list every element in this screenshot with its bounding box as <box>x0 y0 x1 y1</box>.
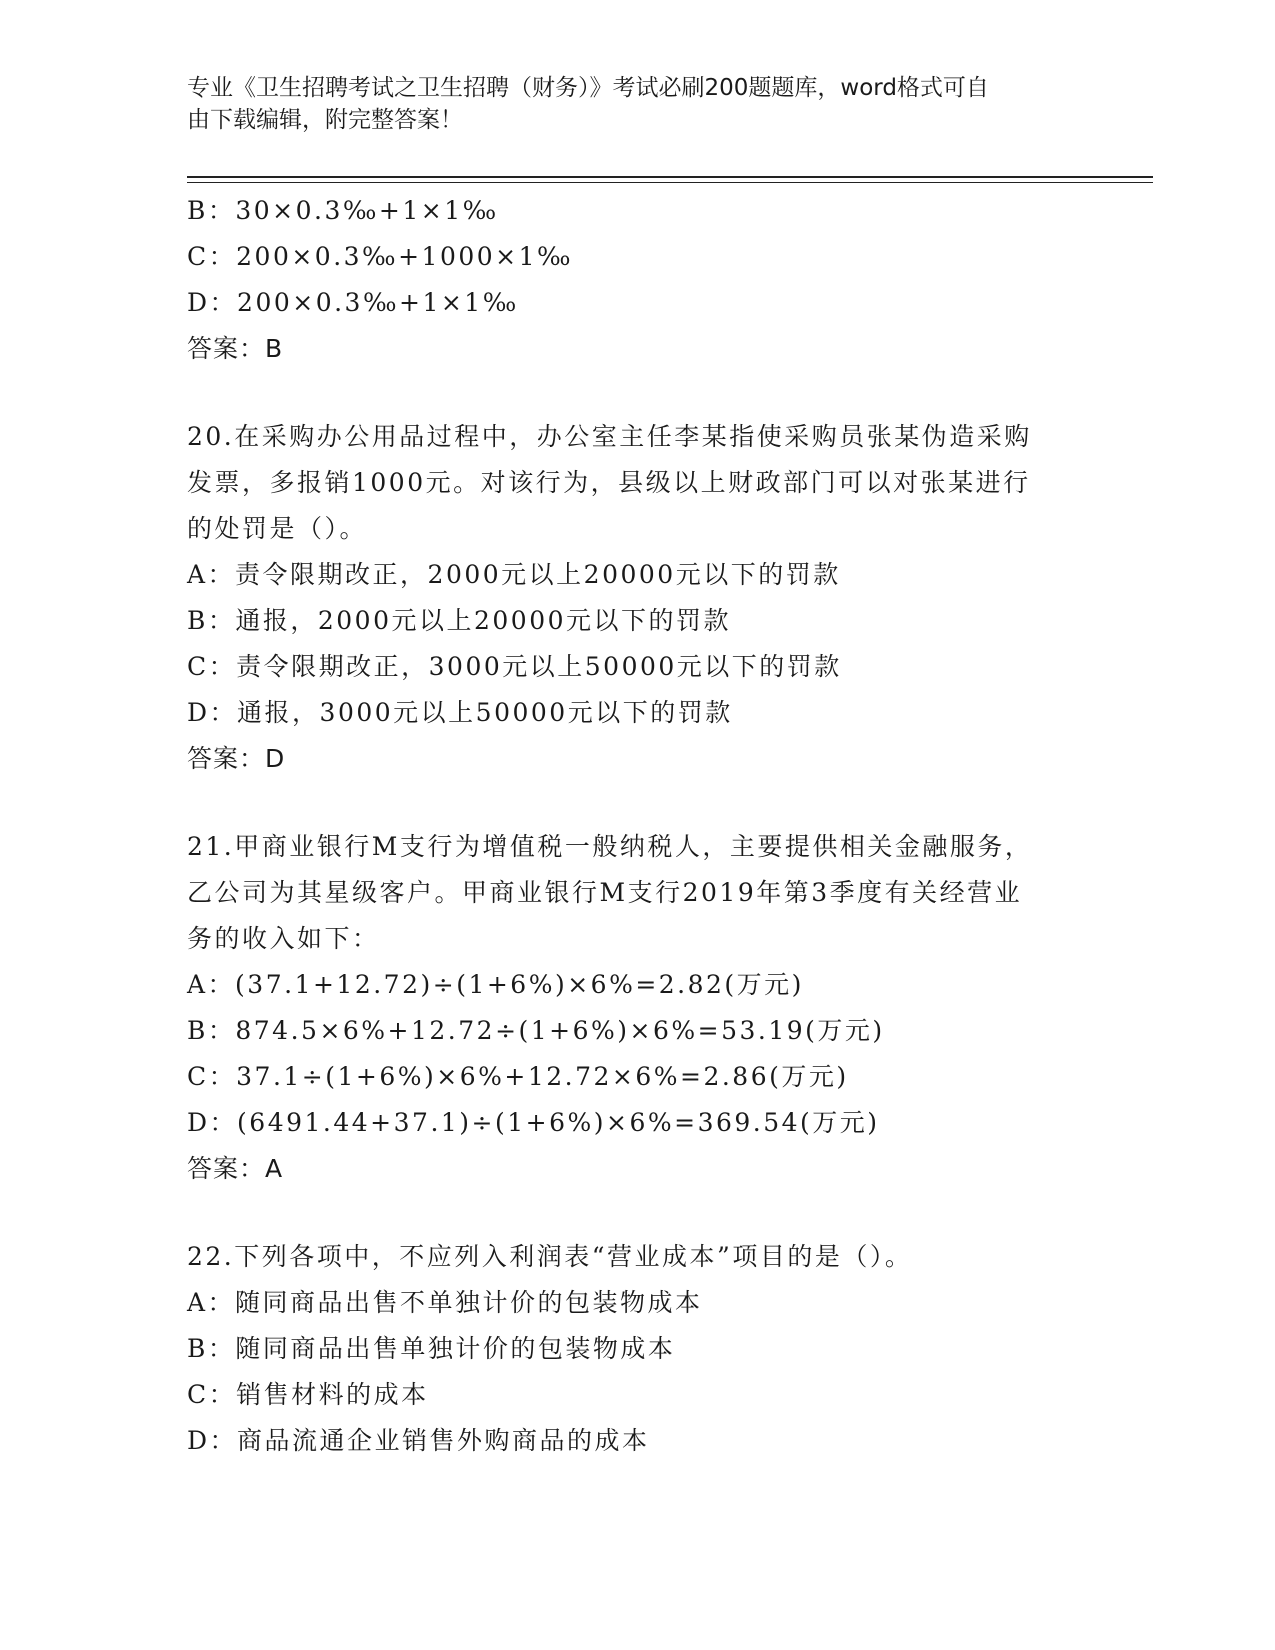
option-b: B：通报，2000元以上20000元以下的罚款 <box>187 606 732 635</box>
question-stem-line: 发票，多报销1000元。对该行为，县级以上财政部门可以对张某进行 <box>187 468 1031 497</box>
option-b: B：30×0.3‰+1×1‰ <box>187 196 499 225</box>
option-c: C：200×0.3‰+1000×1‰ <box>187 242 574 271</box>
question-stem-line: 务的收入如下： <box>187 924 380 953</box>
question-stem-line: 21.甲商业银行M支行为增值税一般纳税人，主要提供相关金融服务， <box>187 832 1033 861</box>
question-21 <box>187 824 1087 1192</box>
option-c: C：销售材料的成本 <box>187 1380 429 1409</box>
option-c: C：37.1÷(1+6%)×6%+12.72×6%=2.86(万元) <box>187 1062 849 1091</box>
header-title-line-2: 由下载编辑，附完整答案！ <box>187 107 463 133</box>
option-d: D：(6491.44+37.1)÷(1+6%)×6%=369.54(万元) <box>187 1108 880 1137</box>
question-stem-line: 20.在采购办公用品过程中，办公室主任李某指使采购员张某伪造采购 <box>187 422 1032 451</box>
option-c: C：责令限期改正，3000元以上50000元以下的罚款 <box>187 652 842 681</box>
header-divider-thick <box>187 176 1153 178</box>
answer-line: 答案：A <box>187 1154 284 1183</box>
header-title-line-1: 专业《卫生招聘考试之卫生招聘（财务）》考试必刷200题题库，word格式可自 <box>187 75 989 101</box>
option-b: B：随同商品出售单独计价的包装物成本 <box>187 1334 676 1363</box>
option-a: A：责令限期改正，2000元以上20000元以下的罚款 <box>187 560 841 589</box>
option-d: D：200×0.3‰+1×1‰ <box>187 288 519 317</box>
question-stem-line: 的处罚是（）。 <box>187 514 368 543</box>
option-a: A：随同商品出售不单独计价的包装物成本 <box>187 1288 703 1317</box>
question-stem-line: 乙公司为其星级客户。甲商业银行M支行2019年第3季度有关经营业 <box>187 878 1023 907</box>
header-divider-thin <box>187 182 1153 183</box>
question-19-continued <box>187 188 1087 372</box>
option-d: D：商品流通企业销售外购商品的成本 <box>187 1426 650 1455</box>
option-a: A：(37.1+12.72)÷(1+6%)×6%=2.82(万元) <box>187 970 804 999</box>
option-b: B：874.5×6%+12.72÷(1+6%)×6%=53.19(万元) <box>187 1016 885 1045</box>
question-list <box>187 188 1087 1464</box>
option-d: D：通报，3000元以上50000元以下的罚款 <box>187 698 733 727</box>
answer-line: 答案：D <box>187 744 286 773</box>
document-header <box>187 72 1067 136</box>
answer-line: 答案：B <box>187 334 284 363</box>
question-20 <box>187 414 1087 782</box>
question-stem-line: 22.下列各项中，不应列入利润表“营业成本”项目的是（）。 <box>187 1242 913 1271</box>
question-22 <box>187 1234 1087 1464</box>
